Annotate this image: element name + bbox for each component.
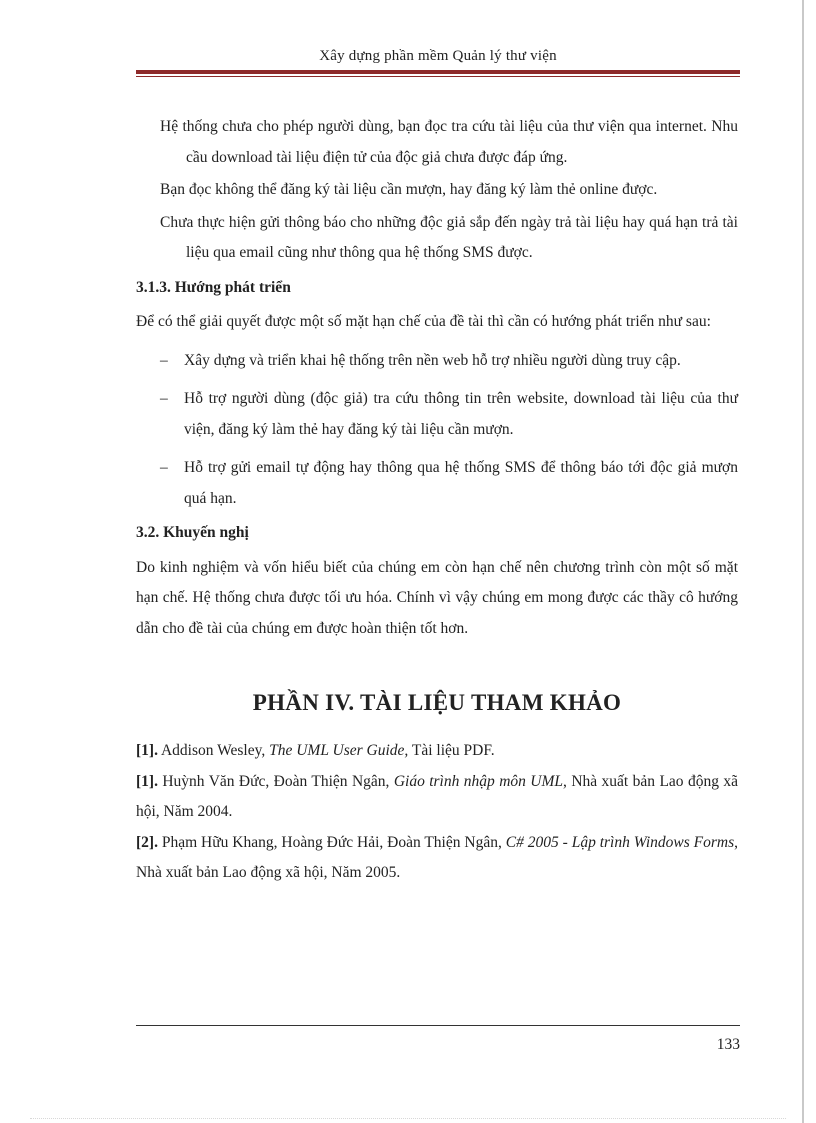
reference-authors: Phạm Hữu Khang, Hoàng Đức Hải, Đoàn Thiện Ngân, bbox=[157, 833, 506, 851]
reference-title: C# 2005 - Lập trình Windows Forms bbox=[505, 833, 735, 851]
reference-number: [1]. bbox=[136, 772, 158, 790]
part-title-references: PHẦN IV. TÀI LIỆU THAM KHẢO bbox=[252, 690, 622, 715]
development-list-item bbox=[136, 384, 738, 445]
dash-bullet: – bbox=[160, 390, 168, 407]
dash-bullet: – bbox=[160, 459, 168, 476]
page-bottom-border bbox=[30, 1118, 786, 1119]
page-content bbox=[136, 110, 738, 889]
reference-authors: Addison Wesley, bbox=[157, 742, 270, 759]
reference-entry bbox=[136, 736, 738, 767]
dash-bullet: – bbox=[160, 351, 168, 369]
reference-title: Giáo trình nhập môn UML bbox=[393, 772, 564, 790]
development-item-text: Hỗ trợ gửi email tự động hay thông qua hệ thống SMS để thông báo tới độc giả mượn quá hạn. bbox=[184, 459, 738, 507]
reference-number: [1]. bbox=[136, 742, 158, 759]
reference-publisher: , Nhà xuất bản Lao động xã hội, Năm 2005. bbox=[136, 833, 738, 881]
development-item-text: Xây dựng và triển khai hệ thống trên nền web hỗ trợ nhiều người dùng truy cập. bbox=[184, 351, 681, 369]
section-heading-development: 3.1.3. Hướng phát triển bbox=[136, 278, 291, 296]
development-item-text: Hỗ trợ người dùng (độc giả) tra cứu thông tin trên website, download tài liệu của thư viện, đăng ký làm thẻ hay đăng ký tài liệu cần mượn. bbox=[184, 390, 738, 438]
reference-authors: Huỳnh Văn Đức, Đoàn Thiện Ngân, bbox=[157, 772, 394, 790]
recommendation-body: Do kinh nghiệm và vốn hiểu biết của chúng em còn hạn chế nên chương trình còn một số mặt hạn chế. Hệ thống chưa được tối ưu hóa. Chính vì vậy chúng em mong được các thầy cô hướng dẫn cho đề tài của chúng em được hoàn thiện tốt hơn. bbox=[136, 558, 738, 637]
header-rule-thick bbox=[136, 70, 740, 74]
reference-publisher: Tài liệu PDF. bbox=[408, 742, 495, 759]
page-edge-line bbox=[802, 0, 804, 1123]
reference-number: [2]. bbox=[136, 833, 158, 851]
development-intro: Để có thể giải quyết được một số mặt hạn chế của đề tài thì cần có hướng phát triển như sau: bbox=[136, 313, 711, 330]
development-list-item bbox=[136, 453, 738, 514]
development-list-item bbox=[136, 346, 738, 377]
section-heading-recommendation: 3.2. Khuyến nghị bbox=[136, 524, 249, 541]
footer-rule bbox=[136, 1025, 740, 1026]
limitation-item: Hệ thống chưa cho phép người dùng, bạn đọc tra cứu tài liệu của thư viện qua internet. Nhu cầu download tài liệu điện tử của độc giả chưa được đáp ứng. bbox=[160, 118, 738, 166]
reference-publisher: , Nhà xuất bản Lao động xã hội, Năm 2004. bbox=[136, 772, 738, 820]
limitation-item: Chưa thực hiện gửi thông báo cho những độc giả sắp đến ngày trả tài liệu hay quá hạn trả tài liệu qua email cũng như thông qua hệ thống SMS được. bbox=[160, 213, 738, 261]
reference-title: The UML User Guide, bbox=[269, 742, 409, 759]
limitation-item: Bạn đọc không thể đăng ký tài liệu cần mượn, hay đăng ký làm thẻ online được. bbox=[160, 181, 658, 198]
reference-entry bbox=[136, 767, 738, 828]
header-rule-thin bbox=[136, 76, 740, 77]
reference-entry bbox=[136, 828, 738, 889]
page-number: 133 bbox=[716, 1036, 740, 1053]
running-header: Xây dựng phần mềm Quản lý thư viện bbox=[319, 48, 557, 64]
